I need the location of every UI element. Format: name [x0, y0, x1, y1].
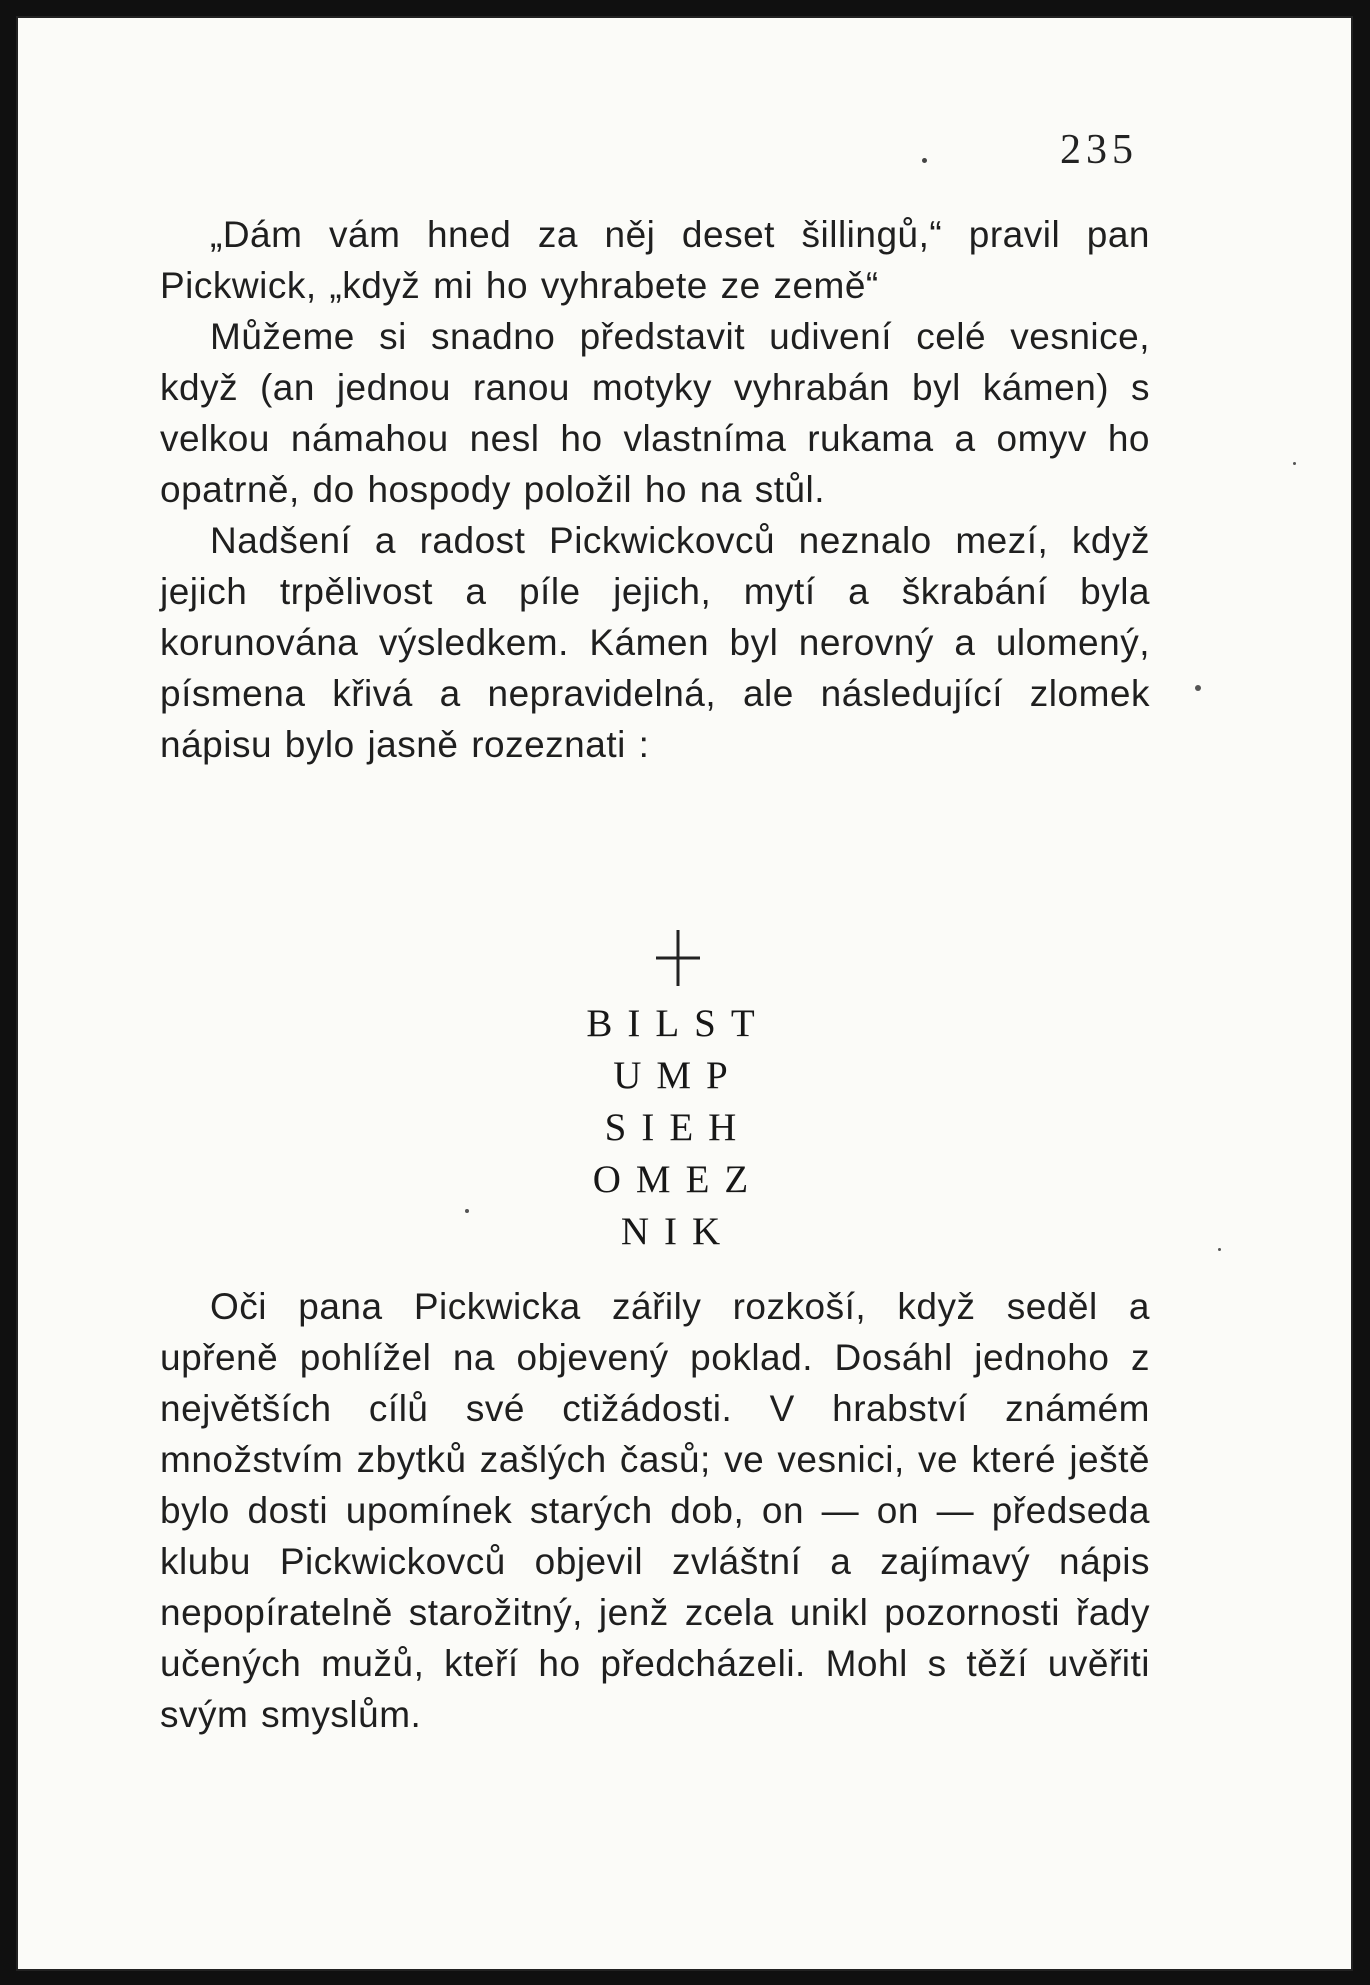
inscription-line-1: BILST — [586, 1002, 770, 1045]
paragraph-1: „Dám vám hned za něj deset šillingů,“ pravil pan Pickwick, „když mi ho vyhrabete ze země“ — [160, 214, 1150, 306]
inscription-line-2: UMP — [613, 1054, 743, 1097]
paper-speck — [465, 1209, 469, 1213]
paragraph-3: Nadšení a radost Pickwickovců neznalo mezí, když jejich trpělivost a píle jejich, mytí a škrabání byla korunována výsledkem. Kámen byl nerovný a ulomený, písmena křivá a nepravidelná, ale následující zlomek nápisu bylo jasně rozeznati : — [160, 520, 1150, 765]
inscription-line-4: OMEZ — [592, 1158, 764, 1201]
inscription — [503, 926, 853, 1258]
inscription-line-3: SIEH — [604, 1106, 752, 1149]
printing-mark — [922, 158, 927, 163]
paper-speck — [1218, 1248, 1221, 1251]
paper-speck — [1293, 462, 1296, 465]
paragraph-2: Můžeme si snadno představit udivení celé vesnice, když (an jednou ranou motyky vyhrabán byl kámen) s velkou námahou nesl ho vlastníma rukama a omyv ho opatrně, do hospody položil ho na stůl. — [160, 316, 1150, 510]
paragraph-4: Oči pana Pickwicka zářily rozkoší, když seděl a upřeně pohlížel na objevený poklad. Dosáhl jednoho z největších cílů své ctižádosti. V hrabství známém množstvím zbytků zašlých časů; ve vesnici, ve které ještě bylo dosti upomínek starých dob, on — on — předseda klubu Pickwickovců objevil zvláštní a zajímavý nápis nepopíratelně starožitný, jenž zcela unikl pozornosti řady učených mužů, kteří ho předcházeli. Mohl s těží uvěřiti svým smyslům. — [160, 1286, 1150, 1735]
inscription-line-5: NIK — [620, 1210, 736, 1253]
cross-icon — [648, 926, 708, 990]
bottom-text-block — [160, 1281, 1150, 1740]
top-text-block — [160, 209, 1150, 770]
page-number: 235 — [1060, 127, 1138, 173]
book-page — [16, 16, 1353, 1971]
paper-speck — [1195, 685, 1201, 691]
